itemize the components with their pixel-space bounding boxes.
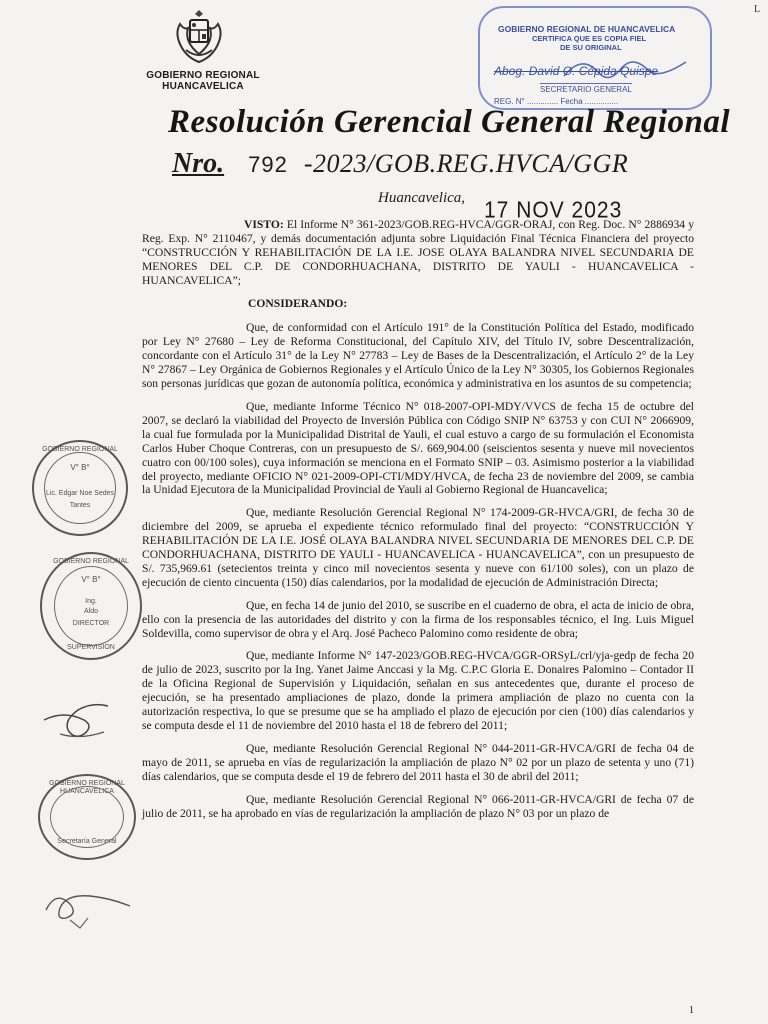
- corner-mark: L: [754, 4, 761, 15]
- stamp2-name: Aldo: [83, 608, 98, 615]
- body-paragraph: Que, en fecha 14 de junio del 2010, se suscribe en el cuaderno de obra, el acta de inicio de obra, ello con la presencia de las autoridades del distrito y con la firma de los responsables técnico, el Ing. Luis Miguel Soldevilla, como supervisor de obra y el Arq. José Pacheco Palomino como residente de obra;: [142, 598, 694, 640]
- stamp2-vb: V° B°: [81, 575, 101, 584]
- considerando-heading: CONSIDERANDO:: [248, 296, 348, 310]
- stamp2-bottom: SUPERVISION: [67, 644, 115, 651]
- issuer-name: [138, 70, 268, 92]
- stamp2-role: DIRECTOR: [72, 620, 110, 627]
- handwritten-initial-icon: [40, 690, 130, 760]
- date-stamp: 17 NOV 2023: [484, 197, 623, 224]
- stamp-line-2: CERTIFICA QUE ES COPIA FIEL: [532, 34, 647, 43]
- handwritten-signature-icon: [40, 880, 136, 940]
- body-paragraph: Que, mediante Resolución Gerencial Regional N° 044-2011-GR-HVCA/GRI de fecha 04 de mayo de 2011, se aprueba en vías de regularización la ampliación de plazo N° 02 por un plazo de setenta y uno (71) días calendarios, que se computa desde el 19 de febrero del 2011 hasta el 30 de abril del 2011;: [142, 741, 694, 783]
- body-paragraph: Que, mediante Resolución Gerencial Regional N° 174-2009-GR-HVCA/GRI, de fecha 30 de diciembre del 2009, se aprueba el expediente técnico reformulado final del proyecto: “CONSTRUCCIÓN Y REHABILITACIÓN DE LA I.E. JOSÉ OLAYA BALANDRA NIVEL SECUNDARIA DE MENORES DEL C.P. DE CONDORHUACHANA, DISTRITO DE YAULI - HUANCAVELICA - HUANCAVELICA”, con un presupuesto de S/. 735,969.61 (setecientos treinta y cinco mil novecientos sesenta y nueve con 61/100 soles), con un plazo de ejecución de ciento cincuenta (150) días calendarios, por la modalidad de ejecución de Administración Directa;: [142, 506, 694, 589]
- visto-label: VISTO:: [244, 218, 284, 231]
- body-paragraph: Que, mediante Informe Técnico N° 018-2007-OPI-MDY/VVCS de fecha 15 de octubre del 2007, se declaró la viabilidad del Proyecto de Inversión Pública con Código SNIP N° 63753 y con CUI N° 2066909, la cual fue formulada por la Municipalidad Distrital de Yauli, el cual estuvo a cargo de su formulación el Economista Carlos Huber Choque Contreras, con un presupuesto de S/. 669,904.00 (seiscientos sesenta y nueve mil novecientos cuatro con 00/100 soles), cuya información se menciona en el Formato SNIP – 03. Asimismo posterior a la viabilidad del proyecto, mediante OFICIO N° 021-2009-OPI-CTI/MDY/HVCA, de fecha 23 de noviembre del 2009, se cambia la Unidad Ejecutora de la Municipalidad Provincial de Yauli al Gobierno Regional de Huancavelica;: [142, 399, 694, 497]
- stamp1-vb: V° B°: [70, 463, 90, 472]
- stamp3-ring-text: GOBIERNO REGIONAL HUANCAVELICA: [49, 780, 125, 795]
- place-name: Huancavelica,: [378, 190, 466, 206]
- stamp1-name-2: Tantes: [69, 502, 91, 509]
- stamp2-ring-text: GOBIERNO REGIONAL: [53, 558, 129, 565]
- approval-stamp-3: [38, 774, 136, 860]
- approval-stamp-2: [40, 552, 142, 660]
- visto-paragraph: [142, 218, 694, 288]
- stamp1-name: Lic. Edgar Noe Sedes: [45, 490, 115, 497]
- visto-text: El Informe N° 361-2023/GOB.REG-HVCA/GGR-ORAJ, con Reg. Doc. N° 2886934 y Reg. Exp. N° 2110467, y demás documentación adjunta sobre Liquidación Final Técnica Financiera del proyecto “CONSTRUCCIÓN Y REHABILITACIÓN DE LA I.E. JOSE OLAYA BALANDRA NIVEL SECUNDARIA DE MENORES DEL C.P. DE CONDORHUACHANA, DISTRITO DE YAULI - HUANCAVELICA - HUANCAVELICA”;: [142, 218, 694, 287]
- page-number: 1: [689, 1005, 694, 1016]
- body-paragraph: Que, mediante Resolución Gerencial Regional N° 066-2011-GR-HVCA/GRI de fecha 07 de julio de 2011, se ha aprobado en vías de regularización la ampliación de plazo N° 03 por un plazo de: [142, 792, 694, 820]
- resolution-suffix: -2023/GOB.REG.HVCA/GGR: [303, 149, 629, 178]
- resolution-body: [142, 218, 694, 829]
- resolution-number: 792: [248, 152, 288, 177]
- resolution-prefix: Nro.: [172, 148, 225, 179]
- stamp-line-3: DE SU ORIGINAL: [560, 43, 622, 52]
- signature-scribble-icon: [560, 50, 690, 90]
- stamp3-bottom: Secretaría General: [57, 838, 117, 845]
- stamp2-title: Ing.: [85, 598, 97, 605]
- issuer-line-2: HUANCAVELICA: [162, 81, 244, 92]
- stamp1-ring-text: GOBIERNO REGIONAL: [42, 446, 118, 453]
- coat-of-arms-icon: [168, 6, 230, 68]
- resolution-number-row: [172, 148, 628, 188]
- body-paragraph: Que, mediante Informe N° 147-2023/GOB.REG-HVCA/GGR-ORSyL/crl/yja-gedp de fecha 20 de julio de 2023, suscrito por la Ing. Yanet Jaime Anccasi y la Mg. C.P.C Gloria E. Donaires Palomino – Contador II de la Oficina Regional de Supervisión y Liquidación, señalan en sus antecedentes que, durante el proceso de ejecución, se ha presentado ampliaciones de plazo, donde la primera ampliación de plazo no cuenta con la autorización respectiva, lo que se presume que se ha ampliado el plazo de ejecución por cien (100) días calendarios y se computa desde el 11 de noviembre del 2010 hasta el 18 de febrero del 2011;: [142, 649, 694, 732]
- approval-stamp-1: [32, 440, 128, 536]
- stamp-line-1: GOBIERNO REGIONAL DE HUANCAVELICA: [498, 24, 676, 34]
- stamp-role: SECRETARIO GENERAL: [540, 85, 632, 94]
- stamp-reg: REG. N° .............. Fecha ...............: [494, 97, 619, 106]
- stamp-signer: Abog. David O. Cépida Quispe: [494, 64, 659, 78]
- body-paragraph: Que, de conformidad con el Artículo 191° de la Constitución Política del Estado, modificado por Ley N° 27680 – Ley de Reforma Constitucional, del Capítulo XIV, del Título IV, sobre Descentralización, concordante con el Artículo 31° de la Ley N° 27783 – Ley de Bases de la Descentralización, el Artículo 2° de la Ley N° 27867 – Ley Orgánica de Gobiernos Regionales y el Artículo Único de la Ley N° 30305, los Gobiernos Regionales son personas jurídicas que gozan de autonomía política, económica y administrativa en los asuntos de su competencia;: [142, 321, 694, 391]
- issuer-line-1: GOBIERNO REGIONAL: [146, 70, 260, 81]
- resolution-title: Resolución Gerencial General Regional: [168, 104, 731, 140]
